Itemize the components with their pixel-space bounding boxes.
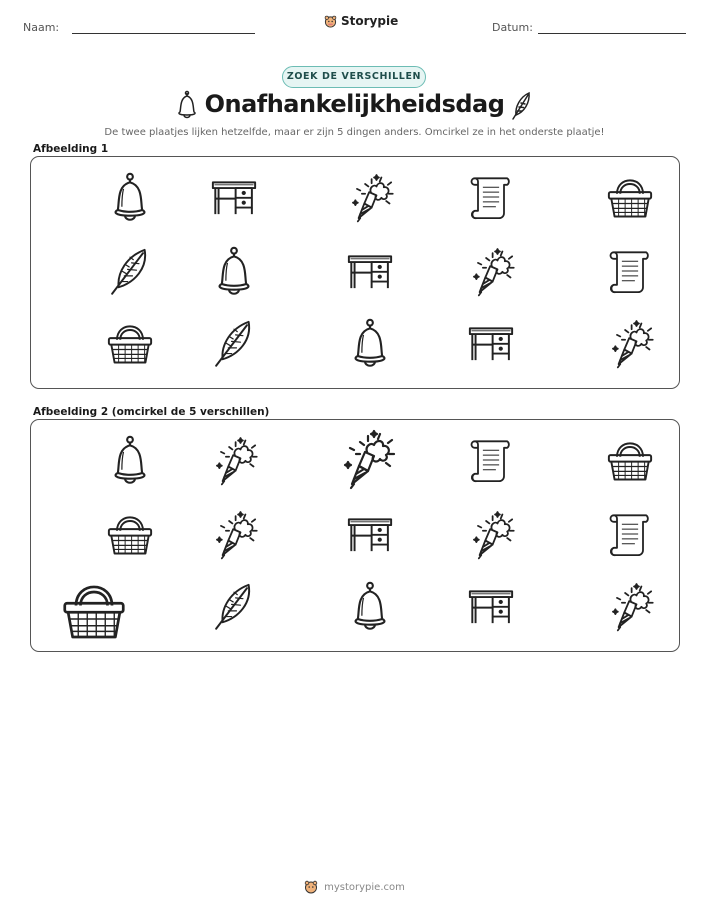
grid-cell[interactable] bbox=[465, 434, 517, 486]
desk-icon bbox=[344, 245, 396, 297]
grid-cell[interactable] bbox=[104, 508, 156, 560]
grid-cell bbox=[344, 171, 396, 223]
storypie-logo-icon bbox=[304, 880, 318, 894]
picture-1-label: Afbeelding 1 bbox=[33, 143, 109, 155]
desk-icon bbox=[208, 171, 260, 223]
name-line[interactable] bbox=[72, 33, 255, 34]
feather-icon bbox=[208, 580, 260, 632]
grid-cell[interactable] bbox=[465, 580, 517, 632]
firework-icon bbox=[465, 508, 517, 560]
basket-icon bbox=[104, 508, 156, 560]
grid-cell[interactable] bbox=[604, 434, 656, 486]
basket-icon bbox=[604, 434, 656, 486]
grid-cell[interactable] bbox=[104, 434, 156, 486]
grid-cell bbox=[104, 171, 156, 223]
grid-cell bbox=[208, 245, 260, 297]
brand-name: Storypie bbox=[341, 14, 399, 28]
date-line[interactable] bbox=[538, 33, 686, 34]
desk-icon bbox=[465, 580, 517, 632]
picture-2-label: Afbeelding 2 (omcirkel de 5 verschillen) bbox=[33, 406, 270, 418]
firework-icon bbox=[208, 434, 260, 486]
footer-url[interactable]: mystorypie.com bbox=[324, 881, 405, 893]
storypie-logo-icon bbox=[324, 15, 337, 28]
firework-icon bbox=[465, 245, 517, 297]
name-label: Naam: bbox=[23, 21, 60, 34]
desk-icon bbox=[465, 317, 517, 369]
grid-cell bbox=[104, 317, 156, 369]
grid-cell[interactable] bbox=[334, 426, 398, 490]
picture-2-panel[interactable] bbox=[30, 419, 680, 652]
date-label: Datum: bbox=[492, 21, 533, 34]
scroll-icon bbox=[465, 171, 517, 223]
grid-cell[interactable] bbox=[208, 508, 260, 560]
grid-cell bbox=[208, 171, 260, 223]
scroll-icon bbox=[604, 245, 656, 297]
scroll-icon bbox=[465, 434, 517, 486]
grid-cell bbox=[604, 317, 656, 369]
grid-cell[interactable] bbox=[344, 508, 396, 560]
grid-cell bbox=[344, 245, 396, 297]
grid-cell[interactable] bbox=[208, 580, 260, 632]
bell-icon bbox=[104, 434, 156, 486]
basket-icon bbox=[104, 317, 156, 369]
grid-cell bbox=[604, 171, 656, 223]
instructions: De twee plaatjes lijken hetzelfde, maar er zijn 5 dingen anders. Omcirkel ze in het onderste plaatje! bbox=[104, 127, 605, 138]
grid-cell bbox=[104, 245, 156, 297]
bell-icon bbox=[208, 245, 260, 297]
footer bbox=[0, 880, 709, 894]
grid-cell[interactable] bbox=[604, 508, 656, 560]
grid-cell bbox=[344, 317, 396, 369]
activity-badge: ZOEK DE VERSCHILLEN bbox=[282, 66, 426, 88]
firework-icon bbox=[344, 171, 396, 223]
basket-icon bbox=[604, 171, 656, 223]
grid-cell bbox=[208, 317, 260, 369]
basket-icon bbox=[58, 574, 130, 646]
desk-icon bbox=[344, 508, 396, 560]
picture-1-panel bbox=[30, 156, 680, 389]
bell-icon bbox=[344, 580, 396, 632]
feather-icon bbox=[208, 317, 260, 369]
feather-icon bbox=[104, 245, 156, 297]
grid-cell bbox=[465, 317, 517, 369]
grid-cell bbox=[465, 171, 517, 223]
firework-icon bbox=[334, 426, 398, 490]
bell-icon bbox=[344, 317, 396, 369]
grid-cell bbox=[604, 245, 656, 297]
feather-icon bbox=[509, 90, 535, 122]
grid-cell bbox=[465, 245, 517, 297]
page-title: Onafhankelijkheidsdag bbox=[204, 90, 505, 118]
grid-cell[interactable] bbox=[465, 508, 517, 560]
brand-logo bbox=[324, 14, 398, 28]
grid-cell[interactable] bbox=[58, 574, 130, 646]
firework-icon bbox=[604, 317, 656, 369]
bell-icon bbox=[104, 171, 156, 223]
grid-cell[interactable] bbox=[208, 434, 260, 486]
grid-cell[interactable] bbox=[604, 580, 656, 632]
grid-cell[interactable] bbox=[344, 580, 396, 632]
firework-icon bbox=[208, 508, 260, 560]
firework-icon bbox=[604, 580, 656, 632]
scroll-icon bbox=[604, 508, 656, 560]
